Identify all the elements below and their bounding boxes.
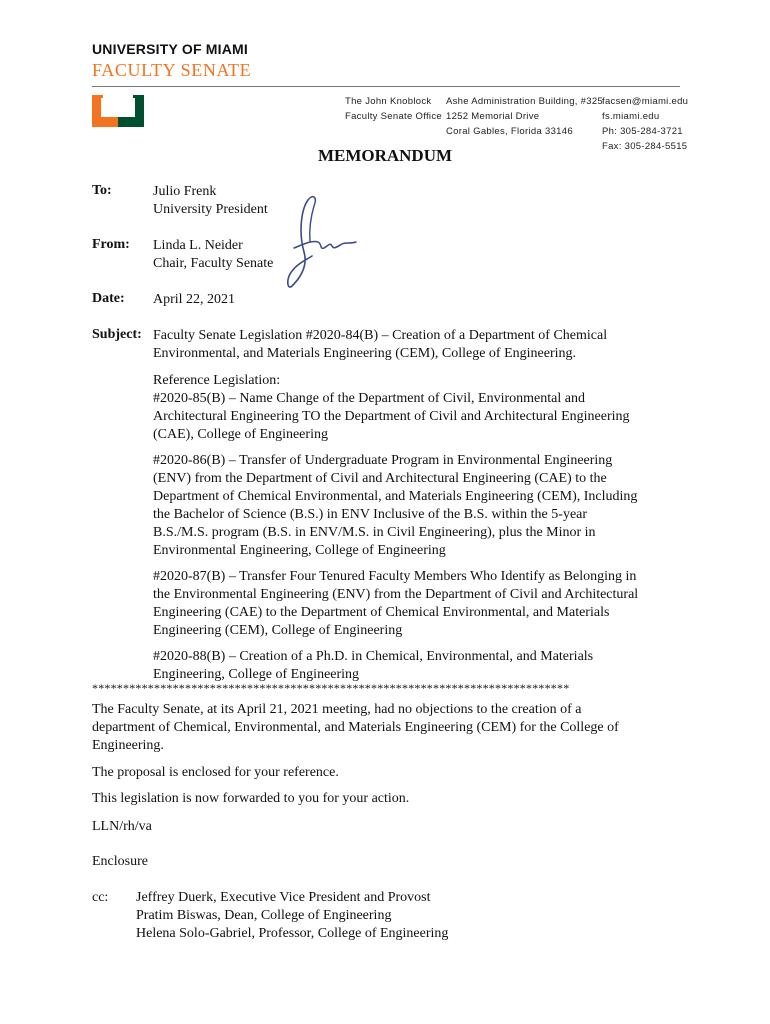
to-title: University President bbox=[153, 202, 268, 217]
reference-item bbox=[153, 648, 638, 684]
body-line: Engineering. bbox=[92, 738, 164, 753]
reference-line: Architectural Engineering TO the Department of Civil and Architectural Engineering bbox=[153, 409, 630, 424]
university-name: UNIVERSITY OF MIAMI bbox=[92, 41, 248, 57]
cc-label: cc: bbox=[92, 890, 109, 905]
reference-line: (CAE), College of Engineering bbox=[153, 427, 328, 442]
university-u-logo-icon bbox=[92, 95, 144, 127]
fax-number: Fax: 305-284-5515 bbox=[602, 141, 688, 152]
building-line: Ashe Administration Building, #325 bbox=[446, 96, 604, 107]
reference-line: #2020-88(B) – Creation of a Ph.D. in Chemical, Environmental, and Materials bbox=[153, 649, 594, 664]
from-sender bbox=[153, 237, 273, 273]
body-forwarded-note: This legislation is now forwarded to you for your action. bbox=[92, 791, 410, 806]
subject-text bbox=[153, 327, 607, 363]
subject-line: Environmental, and Materials Engineering (CEM), College of Engineering. bbox=[153, 346, 576, 361]
reference-heading: Reference Legislation: bbox=[153, 373, 281, 388]
body-paragraph bbox=[92, 701, 619, 755]
phone-number: Ph: 305-284-3721 bbox=[602, 126, 683, 137]
reference-item bbox=[153, 452, 638, 560]
office-line: Faculty Senate Office bbox=[345, 111, 442, 122]
reference-line: Environmental Engineering, College of Engineering bbox=[153, 543, 446, 558]
email-link[interactable]: facsen@miami.edu bbox=[602, 96, 689, 107]
enclosure-label: Enclosure bbox=[92, 854, 148, 869]
to-label: To: bbox=[92, 183, 112, 198]
from-label: From: bbox=[92, 237, 130, 252]
reference-line: Department of Chemical Environmental, and Materials Engineering (CEM), Including bbox=[153, 489, 638, 504]
website-link[interactable]: fs.miami.edu bbox=[602, 111, 660, 122]
reference-line: Engineering, College of Engineering bbox=[153, 667, 360, 682]
reference-line: #2020-85(B) – Name Change of the Department of Civil, Environmental and bbox=[153, 391, 585, 406]
initials: LLN/rh/va bbox=[92, 819, 152, 834]
to-name: Julio Frenk bbox=[153, 184, 217, 199]
body-line: department of Chemical, Environmental, and Materials Engineering (CEM) for the College of bbox=[92, 720, 619, 735]
contact-info bbox=[602, 94, 688, 154]
building-line: Coral Gables, Florida 33146 bbox=[446, 126, 573, 137]
reference-line: #2020-86(B) – Transfer of Undergraduate Program in Environmental Engineering bbox=[153, 453, 613, 468]
reference-item bbox=[153, 568, 638, 640]
signature-mark bbox=[278, 190, 360, 292]
building-line: 1252 Memorial Drive bbox=[446, 111, 540, 122]
reference-line: Engineering (CEM), College of Engineering bbox=[153, 623, 403, 638]
reference-line: Engineering (CAE) to the Department of Chemical Environmental, and Materials bbox=[153, 605, 610, 620]
cc-recipient: Jeffrey Duerk, Executive Vice President and Provost bbox=[136, 890, 431, 905]
reference-line: the Environmental Engineering (ENV) from the Department of Civil and Architectural bbox=[153, 587, 639, 602]
cc-list bbox=[136, 889, 448, 943]
to-recipient bbox=[153, 183, 268, 219]
header-rule bbox=[92, 86, 680, 87]
reference-line: B.S./M.S. program (B.S. in ENV/M.S. in Civil Engineering), plus the Minor in bbox=[153, 525, 596, 540]
memo-date: April 22, 2021 bbox=[153, 292, 236, 307]
date-label: Date: bbox=[92, 291, 125, 306]
separator-line: ***************************************************************************** bbox=[92, 681, 570, 695]
building-address bbox=[446, 94, 603, 139]
faculty-senate-title: FACULTY SENATE bbox=[92, 60, 252, 80]
body-enclosed-note: The proposal is enclosed for your reference. bbox=[92, 765, 339, 780]
cc-recipient: Pratim Biswas, Dean, College of Engineering bbox=[136, 908, 392, 923]
memo-title: MEMORANDUM bbox=[317, 146, 453, 165]
body-line: The Faculty Senate, at its April 21, 2021 meeting, had no objections to the creation of a bbox=[92, 702, 582, 717]
subject-label: Subject: bbox=[92, 327, 142, 342]
reference-line: #2020-87(B) – Transfer Four Tenured Faculty Members Who Identify as Belonging in bbox=[153, 569, 637, 584]
cc-recipient: Helena Solo-Gabriel, Professor, College of Engineering bbox=[136, 926, 449, 941]
reference-item bbox=[153, 390, 638, 444]
reference-line: (ENV) from the Department of Civil and Architectural Engineering (CAE) to the bbox=[153, 471, 607, 486]
office-address bbox=[345, 94, 442, 124]
reference-line: the Bachelor of Science (B.S.) in ENV Inclusive of the B.S. within the 5-year bbox=[153, 507, 588, 522]
from-title: Chair, Faculty Senate bbox=[153, 256, 274, 271]
office-line: The John Knoblock bbox=[345, 96, 432, 107]
subject-line: Faculty Senate Legislation #2020-84(B) – Creation of a Department of Chemical bbox=[153, 328, 608, 343]
from-name: Linda L. Neider bbox=[153, 238, 243, 253]
reference-legislation bbox=[153, 372, 638, 684]
